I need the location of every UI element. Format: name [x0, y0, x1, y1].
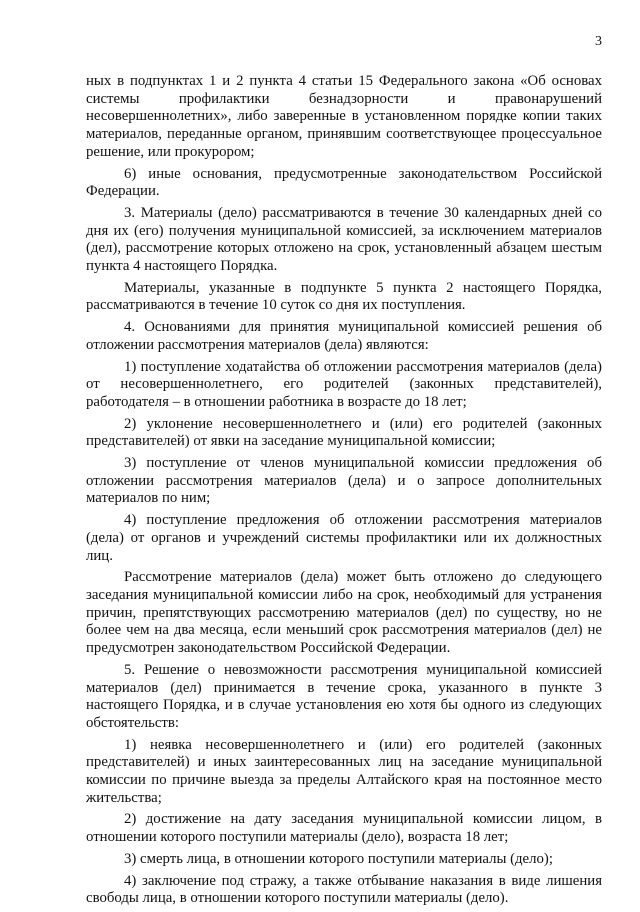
- paragraph-clause-5-item-1: 1) неявка несовершеннолетнего и (или) его родителей (законных представителей) и иных заинтересованных лиц на заседание муниципальной комиссии по причине выезда за пределы Алтайского края на постоянное место жительства;: [86, 736, 602, 806]
- paragraph-clause-5-item-4: 4) заключение под стражу, а также отбывание наказания в виде лишения свободы лица, в отношении которого поступили материалы (дело).: [86, 872, 602, 907]
- paragraph-clause-4-item-4: 4) поступление предложения об отложении рассмотрения материалов (дела) от органов и учреждений системы профилактики или их должностных лиц.: [86, 512, 602, 564]
- paragraph-clause-5-item-3: 3) смерть лица, в отношении которого поступили материалы (дело);: [124, 850, 553, 867]
- paragraph-continuation: ных в подпунктах 1 и 2 пункта 4 статьи 15 Федерального закона «Об основах системы профилактики безнадзорности и правонарушений несовершеннолетних», либо заверенные в установленном порядке копии таких материалов, переданные органом, принявшим соответствующее процессуальное решение, или прокурором;: [86, 73, 602, 160]
- page-number: 3: [595, 34, 602, 49]
- paragraph-clause-3: 3. Материалы (дело) рассматриваются в течение 30 календарных дней со дня их (его) получения муниципальной комиссией, за исключением материалов (дел), рассмотрение которых отложено на срок, установленный абзацем шестым пункта 4 настоящего Порядка.: [86, 204, 602, 275]
- paragraph-clause-5-item-2: 2) достижение на дату заседания муниципальной комиссии лицом, в отношении которого поступили материалы (дело), возраста 18 лет;: [86, 811, 602, 846]
- paragraph-clause-4: 4. Основаниями для принятия муниципальной комиссией решения об отложении рассмотрения материалов (дела) являются:: [86, 319, 602, 353]
- paragraph-postponement: Рассмотрение материалов (дела) может быть отложено до следующего заседания муниципальной комиссии либо на срок, необходимый для устранения причин, препятствующих рассмотрению материалов (дел) по существу, но не более чем на два месяца, если меньший срок рассмотрения материалов (дел) не предусмотрен законодательством Российской Федерации.: [86, 569, 602, 657]
- document-body: [86, 73, 602, 912]
- paragraph-clause-5: 5. Решение о невозможности рассмотрения муниципальной комиссией материалов (дел) принимается в течение срока, указанного в пункте 3 настоящего Порядка, и в случае установления ею хотя бы одного из следующих обстоятельств:: [86, 661, 602, 731]
- paragraph-clause-4-item-2: 2) уклонение несовершеннолетнего и (или) его родителей (законных представителей) от явки на заседание муниципальной комиссии;: [86, 415, 602, 450]
- paragraph-subitem-6: 6) иные основания, предусмотренные законодательством Российской Федерации.: [86, 165, 602, 200]
- paragraph-clause-4-item-1: 1) поступление ходатайства об отложении рассмотрения материалов (дела) от несовершеннолетнего, его родителей (законных представителей), работодателя – в отношении работника в возрасте до 18 лет;: [86, 358, 602, 410]
- paragraph-clause-3-materials: Материалы, указанные в подпункте 5 пункта 2 настоящего Порядка, рассматриваются в течение 10 суток со дня их поступления.: [86, 279, 602, 314]
- paragraph-clause-4-item-3: 3) поступление от членов муниципальной комиссии предложения об отложении рассмотрения материалов (дела) и о запросе дополнительных материалов по ним;: [86, 455, 602, 507]
